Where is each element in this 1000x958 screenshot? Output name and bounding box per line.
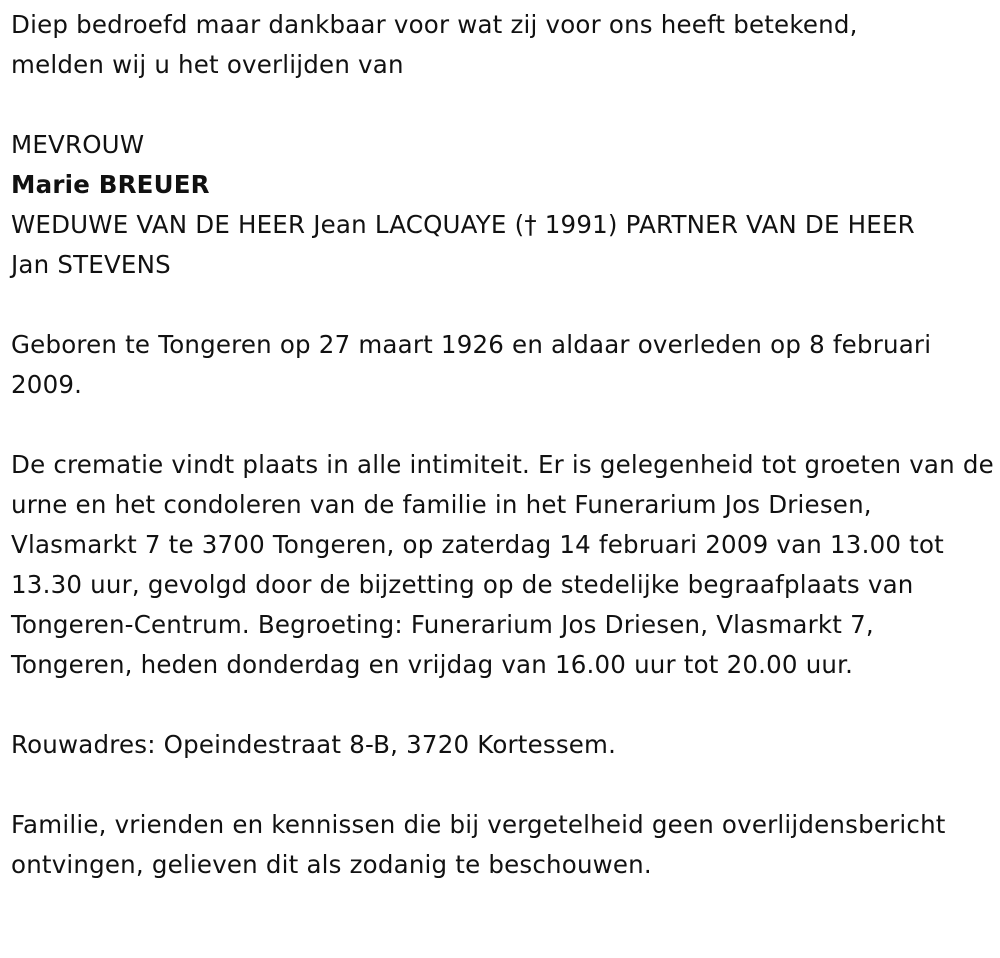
spacer — [11, 685, 995, 725]
mourning-address: Rouwadres: Opeindestraat 8-B, 3720 Kortessem. — [11, 730, 617, 759]
ceremony-paragraph: De crematie vindt plaats in alle intimiteit. Er is gelegenheid tot groeten van de urne en het condoleren van de familie in het Funerarium Jos Driesen, Vlasmarkt 7 te 3700 Tongeren, op zaterdag 14 februari 2009 van 13.00 tot 13.30 uur, gevolgd door de bijzetting op de stedelijke begraafplaats van Tongeren-Centrum. Begroeting: Funerarium Jos Driesen, Vlasmarkt 7, Tongeren, heden donderdag en vrijdag van 16.00 uur tot 20.00 uur. — [11, 450, 994, 679]
relations-line-1: WEDUWE VAN DE HEER Jean LACQUAYE († 1991) PARTNER VAN DE HEER — [11, 210, 915, 239]
honorific-title: MEVROUW — [11, 130, 145, 159]
birth-death-paragraph: Geboren te Tongeren op 27 maart 1926 en aldaar overleden op 8 februari 2009. — [11, 330, 932, 399]
deceased-name: Marie BREUER — [11, 170, 210, 199]
spacer — [11, 85, 995, 125]
death-notice — [11, 5, 995, 885]
spacer — [11, 285, 995, 325]
intro-line-2: melden wij u het overlijden van — [11, 50, 404, 79]
spacer — [11, 765, 995, 805]
closing-paragraph: Familie, vrienden en kennissen die bij vergetelheid geen overlijdensbericht ontvingen, gelieven dit als zodanig te beschouwen. — [11, 810, 946, 879]
spacer — [11, 405, 995, 445]
relations-line-2: Jan STEVENS — [11, 250, 171, 279]
intro-line-1: Diep bedroefd maar dankbaar voor wat zij voor ons heeft betekend, — [11, 10, 858, 39]
